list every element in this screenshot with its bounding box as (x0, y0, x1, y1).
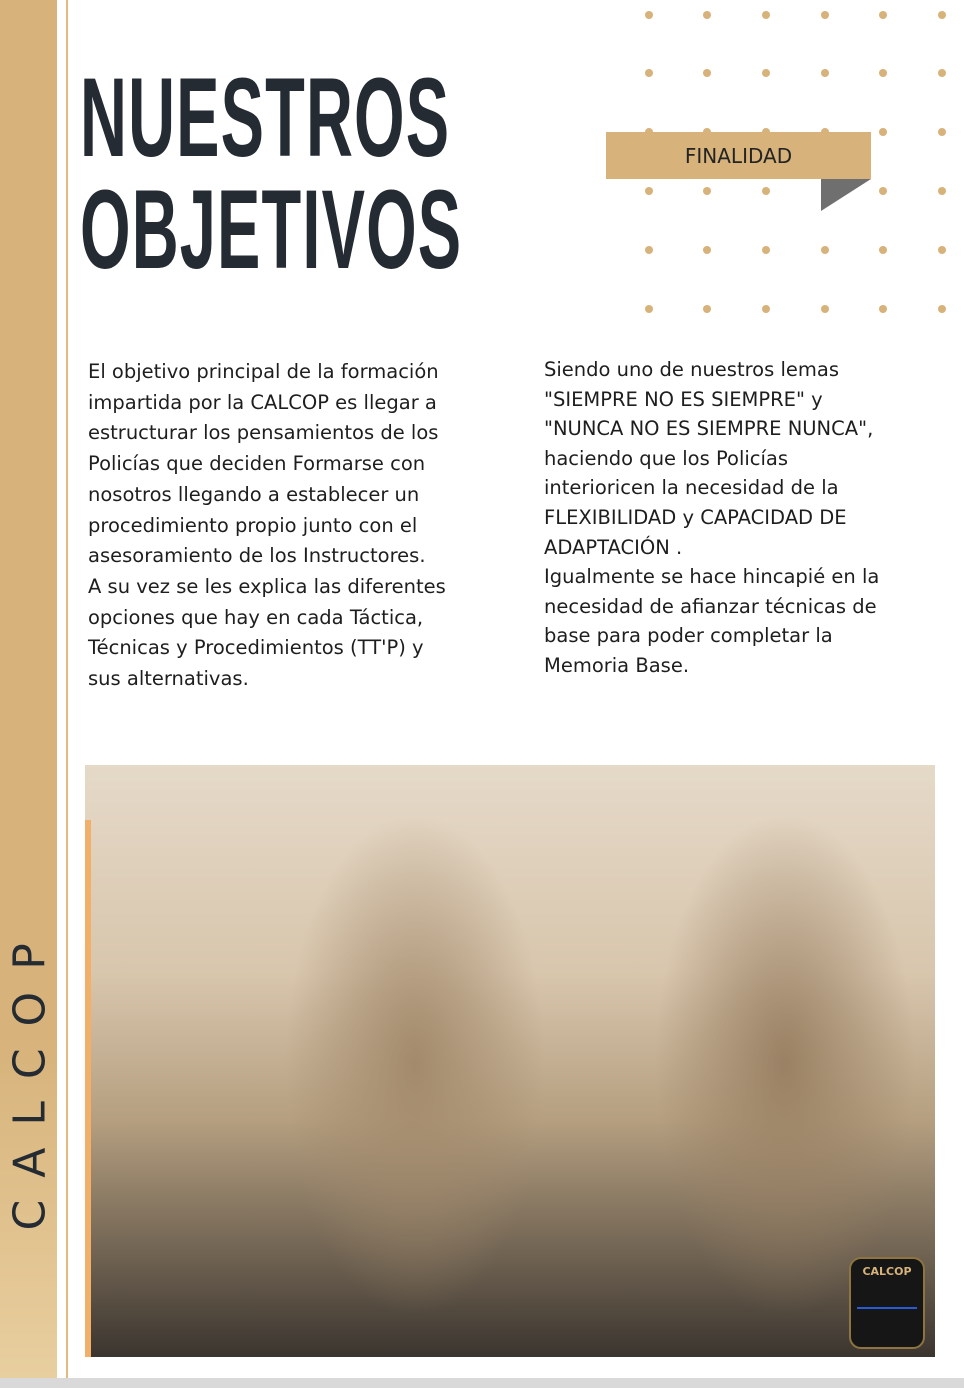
dot (645, 11, 653, 19)
dot (762, 246, 770, 254)
right-paragraph: Siendo uno de nuestros lemas "SIEMPRE NO ES SIEMPRE" y "NUNCA NO ES SIEMPRE NUNCA", haciendo que los Policías interioricen la necesidad de la FLEXIBILIDAD y CAPACIDAD DE ADAPTACIÓN . Igualmente se hace hincapié en la necesidad de afianzar técnicas de base para poder completar la Memoria Base. (544, 358, 880, 677)
dot (879, 11, 887, 19)
title-line-2: OBJETIVOS (80, 167, 463, 292)
dot (645, 69, 653, 77)
page-title (80, 55, 463, 292)
photo-accent-edge (85, 820, 91, 1357)
dot (821, 246, 829, 254)
left-paragraph: El objetivo principal de la formación impartida por la CALCOP es llegar a estructurar los pensamientos de los Policías que deciden Formarse con nosotros llegando a establecer un procedimiento propio junto con el asesoramiento de los Instructores. A su vez se les explica las diferentes opciones que hay en cada Táctica, Técnicas y Procedimientos (TT'P) y sus alternativas. (88, 360, 446, 691)
calcop-logo: CALCOP (849, 1257, 925, 1349)
banner-fold (821, 179, 871, 211)
dot (938, 187, 946, 195)
dot (703, 11, 711, 19)
dot (938, 69, 946, 77)
dot (762, 305, 770, 313)
dot (938, 11, 946, 19)
dot (879, 128, 887, 136)
dot (879, 246, 887, 254)
banner-label: FINALIDAD (684, 143, 793, 168)
sidebar-brand: CALCOP (4, 921, 56, 1231)
finalidad-banner (606, 132, 871, 179)
dot (821, 69, 829, 77)
dot (938, 128, 946, 136)
dot (821, 11, 829, 19)
dot (703, 187, 711, 195)
dot (821, 305, 829, 313)
bottom-bar (0, 1378, 964, 1388)
dot (645, 305, 653, 313)
dot (879, 305, 887, 313)
dot (762, 69, 770, 77)
dot (938, 246, 946, 254)
dot (645, 187, 653, 195)
dot (762, 11, 770, 19)
dot (879, 69, 887, 77)
dot (762, 187, 770, 195)
dot (879, 187, 887, 195)
dot (645, 246, 653, 254)
dot (938, 305, 946, 313)
dot (703, 69, 711, 77)
divider-line (66, 0, 68, 1378)
title-line-1: NUESTROS (80, 55, 451, 180)
dot (703, 305, 711, 313)
dot (703, 246, 711, 254)
instructors-photo (85, 765, 935, 1357)
